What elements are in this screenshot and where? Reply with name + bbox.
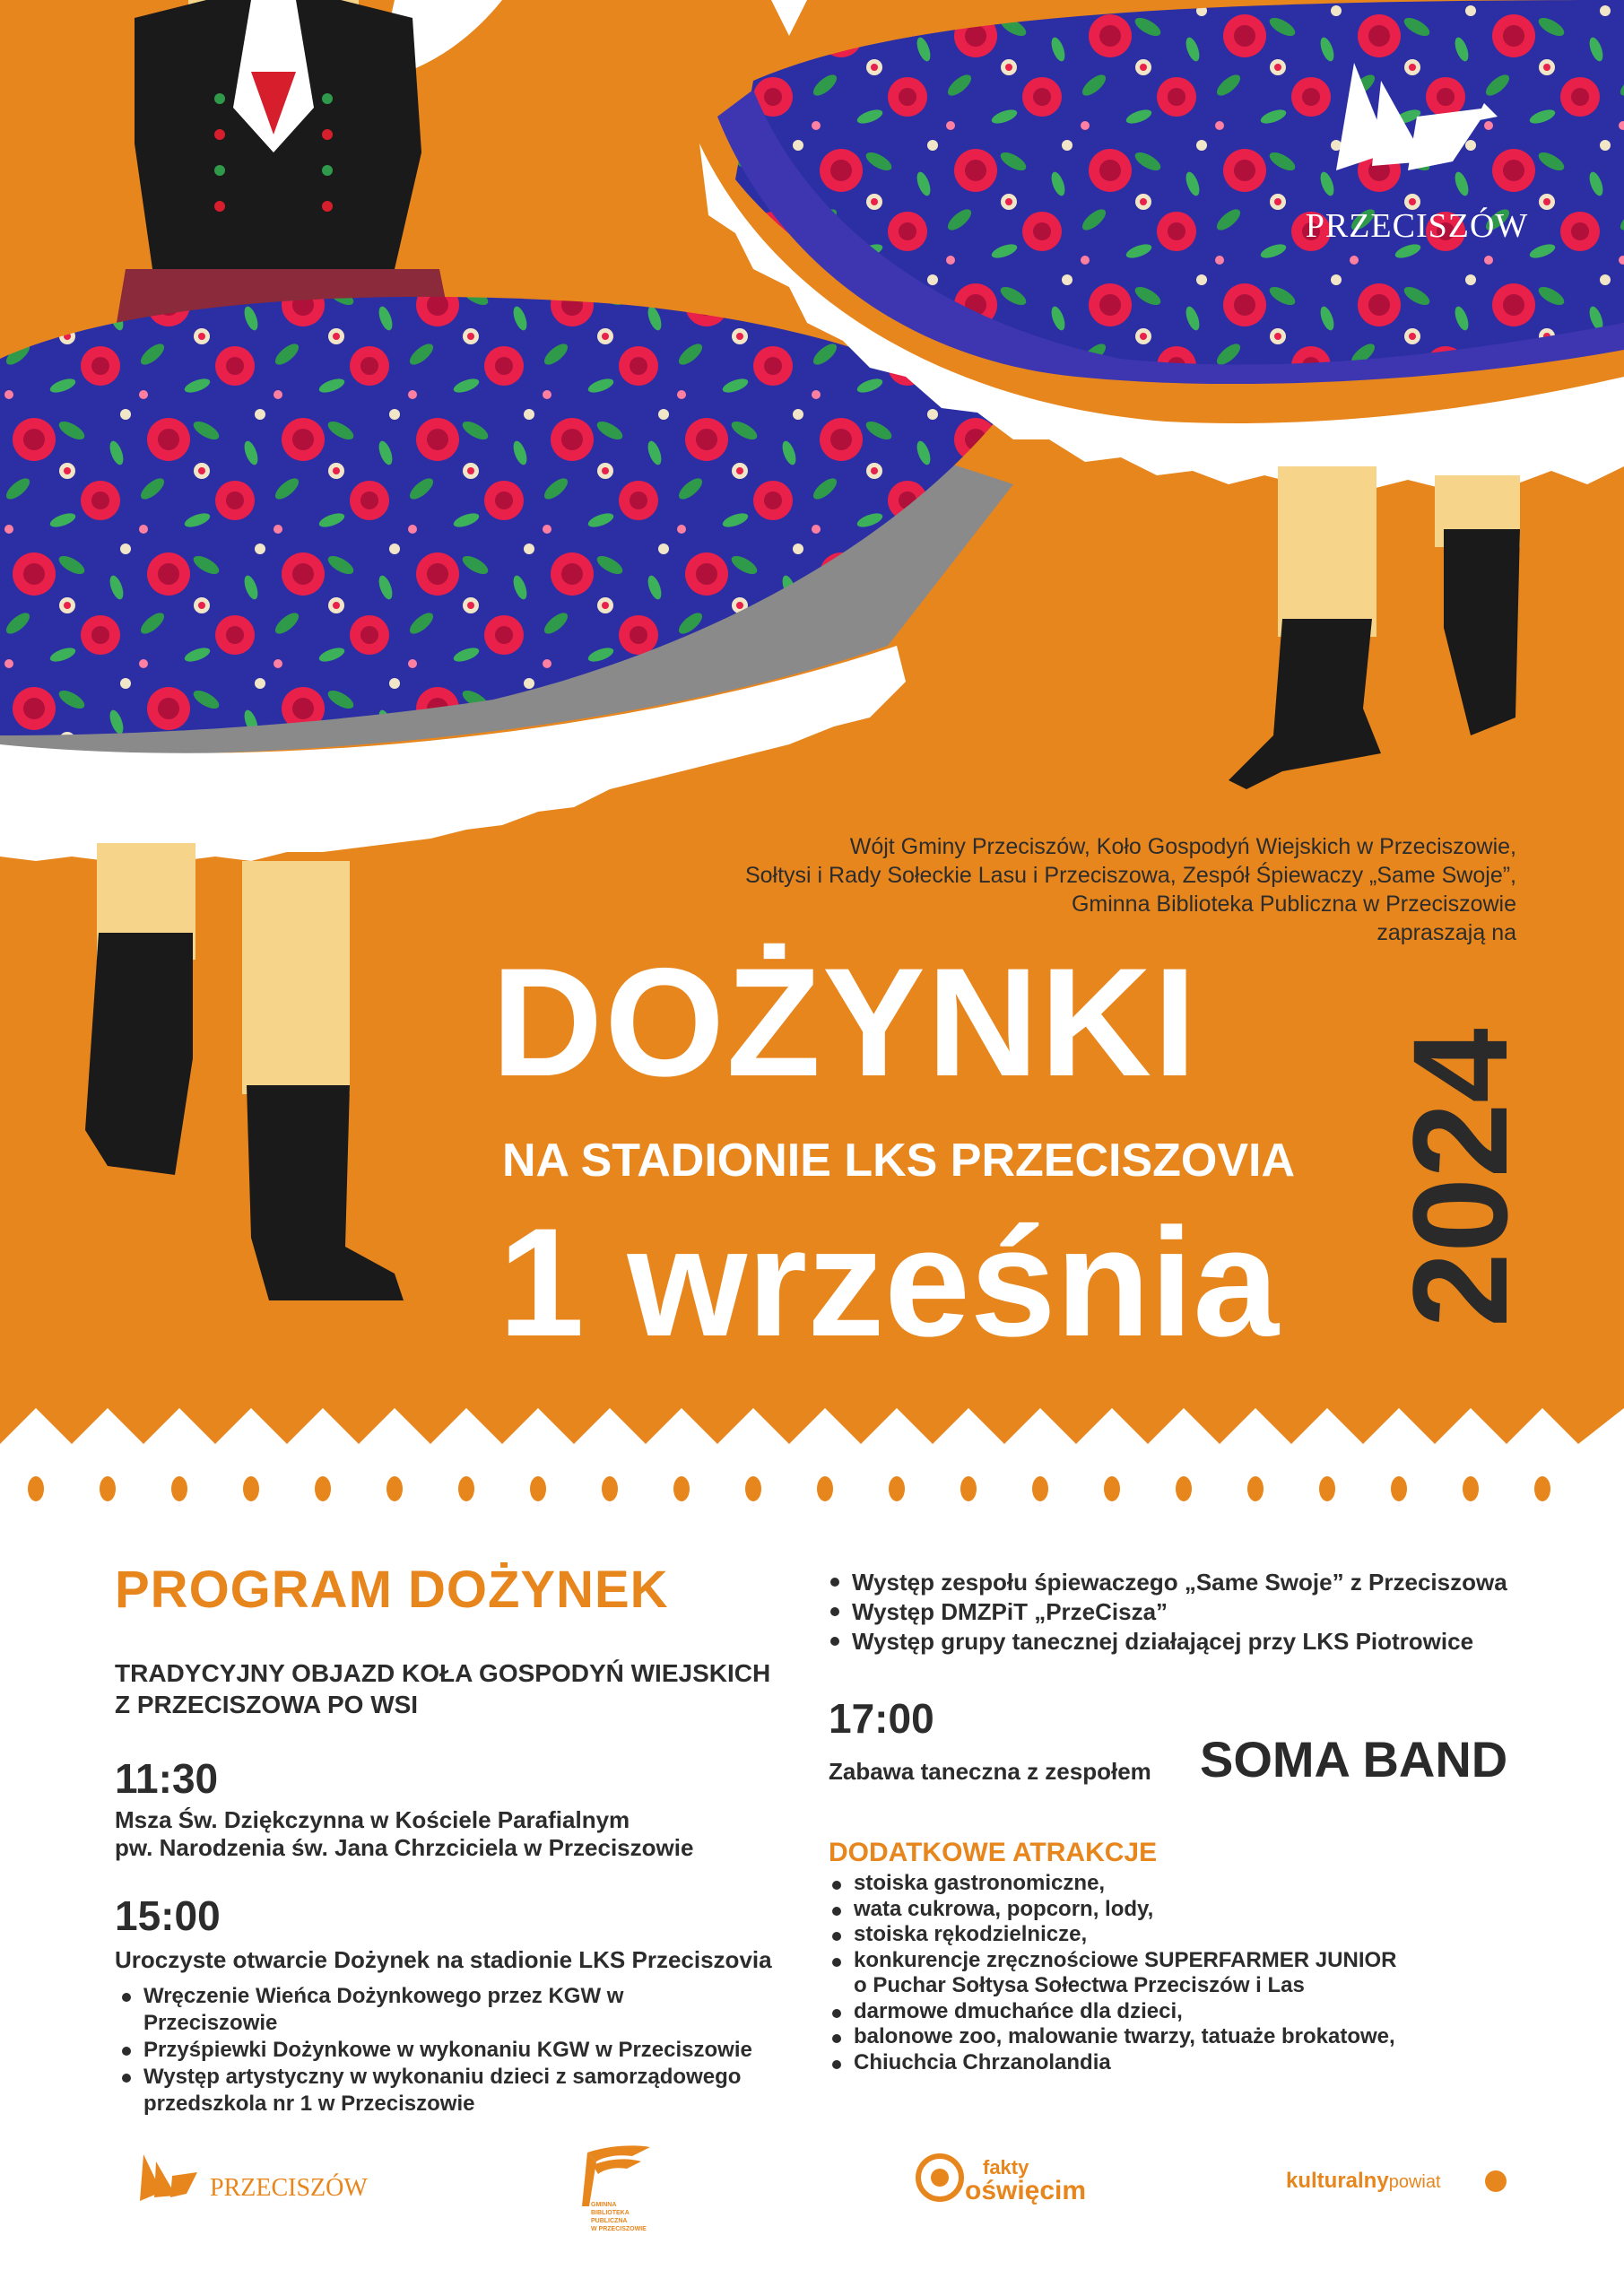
- band-name: SOMA BAND: [1200, 1731, 1508, 1787]
- time-1700: 17:00: [829, 1695, 934, 1742]
- fakty-text: fakty: [983, 2156, 1029, 2179]
- list-item: balonowe zoo, malowanie twarzy, tatuaże brokatowe,: [825, 2024, 1560, 2050]
- footer-logo-kulturalny: [1286, 2144, 1519, 2242]
- biblioteka-line: W PRZECISZOWIE: [591, 2226, 647, 2232]
- list-item: stoiska rękodzielnicze,: [825, 1922, 1560, 1948]
- list-item: Chiuchcia Chrzanolandia: [825, 2050, 1560, 2076]
- time-1500: 15:00: [115, 1892, 221, 1939]
- fakty-logo-icon: [915, 2152, 965, 2203]
- oswiecim-text: oświęcim: [965, 2176, 1087, 2205]
- list-1500: [115, 1983, 760, 2118]
- list-item: stoiska gastronomiczne,: [825, 1871, 1560, 1897]
- bird-logo-icon: [1282, 54, 1551, 206]
- orange-dot-icon: [1483, 2169, 1508, 2194]
- intro-line: TRADYCYJNY OBJAZD KOŁA GOSPODYŃ WIEJSKICH: [115, 1659, 771, 1687]
- extras-title: DODATKOWE ATRAKCJE: [829, 1838, 1158, 1867]
- invitation-text: [656, 832, 1516, 947]
- program-title: PROGRAM DOŻYNEK: [115, 1561, 669, 1619]
- program-intro: [115, 1657, 770, 1720]
- bird-logo-icon: [135, 2151, 203, 2208]
- footer-logo-text: PRZECISZÓW: [210, 2174, 368, 2202]
- desc-line: Msza Św. Dziękczynna w Kościele Parafialnym: [115, 1806, 630, 1833]
- event-venue: NA STADIONIE LKS PRZECISZOVIA: [502, 1135, 1296, 1187]
- invite-line: zapraszają na: [1376, 920, 1516, 945]
- invite-line: Sołtysi i Rady Sołeckie Lasu i Przeciszowa, Zespół Śpiewaczy „Same Swoje”,: [744, 863, 1516, 888]
- biblioteka-line: PUBLICZNA: [591, 2218, 628, 2224]
- list-item: Występ grupy tanecznej działającej przy LKS Piotrowice: [823, 1627, 1559, 1657]
- przeciszow-logo: [1282, 54, 1551, 251]
- book-logo-icon: [569, 2144, 659, 2206]
- invite-line: Gminna Biblioteka Publiczna w Przeciszowie: [1071, 891, 1516, 917]
- kulturalny-text: [1286, 2169, 1441, 2194]
- list-item: Występ DMZPiT „PrzeCisza”: [823, 1597, 1559, 1627]
- extras-list: [825, 1871, 1560, 2075]
- list-item: Przyśpiewki Dożynkowe w wykonaniu KGW w Przeciszowie: [115, 2037, 760, 2064]
- footer-logo-biblioteka: [560, 2144, 686, 2242]
- desc-1500: Uroczyste otwarcie Dożynek na stadionie LKS Przeciszovia: [115, 1946, 772, 1973]
- list-item: Występ zespołu śpiewaczego „Same Swoje” z Przeciszowa: [823, 1568, 1559, 1597]
- list-item: konkurencje zręcznościowe SUPERFARMER JUNIOR: [825, 1948, 1560, 1974]
- list-item-continuation: o Puchar Sołtysa Sołectwa Przeciszów i Las: [854, 1973, 1305, 1997]
- biblioteka-text: [591, 2201, 663, 2233]
- event-title: DOŻYNKI: [491, 936, 1198, 1109]
- invite-line: Wójt Gminy Przeciszów, Koło Gospodyń Wiejskich w Przeciszowie,: [849, 834, 1516, 859]
- powiat-word: powiat: [1388, 2172, 1441, 2192]
- footer-logo-fakty: [915, 2144, 1130, 2242]
- logo-text: PRZECISZÓW: [1305, 207, 1529, 245]
- list-item: Występ artystyczny w wykonaniu dzieci z samorządowego przedszkola nr 1 w Przeciszowie: [115, 2064, 760, 2118]
- list-1500-continued: [823, 1568, 1559, 1657]
- event-year: 2024: [1385, 1028, 1535, 1327]
- list-item: darmowe dmuchańce dla dzieci,: [825, 1999, 1560, 2025]
- kulturalny-word: kulturalny: [1286, 2169, 1389, 2193]
- footer-logo-przeciszow: [135, 2144, 368, 2242]
- desc-1130: [115, 1806, 760, 1862]
- time-1130: 11:30: [115, 1755, 219, 1802]
- desc-1700: Zabawa taneczna z zespołem: [829, 1758, 1151, 1785]
- list-item: Wręczenie Wieńca Dożynkowego przez KGW w Przeciszowie: [115, 1983, 760, 2037]
- biblioteka-line: GMINNA: [591, 2202, 617, 2208]
- biblioteka-line: BIBLIOTEKA: [591, 2210, 630, 2216]
- event-date: 1 września: [499, 1196, 1279, 1369]
- list-item: wata cukrowa, popcorn, lody,: [825, 1897, 1560, 1923]
- intro-line: Z PRZECISZOWA PO WSI: [115, 1691, 419, 1718]
- desc-line: pw. Narodzenia św. Jana Chrzciciela w Przeciszowie: [115, 1834, 694, 1861]
